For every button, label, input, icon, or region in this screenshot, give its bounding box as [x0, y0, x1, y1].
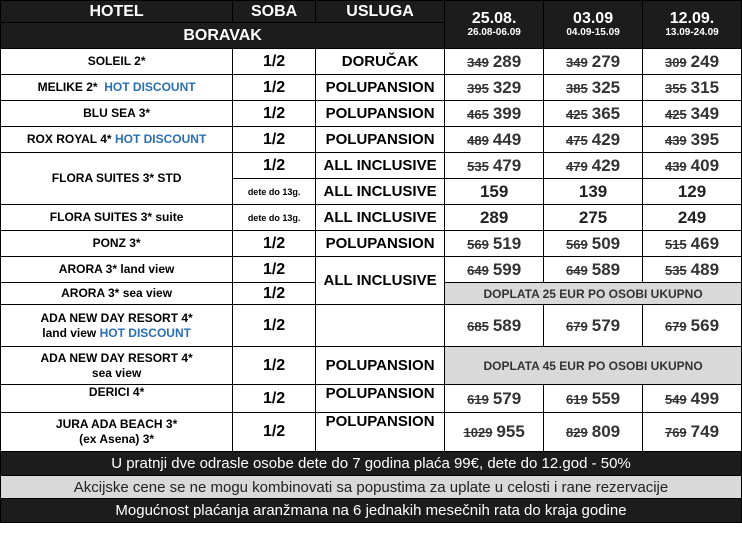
- price-cell: [445, 413, 544, 452]
- new-price: 289: [492, 51, 522, 71]
- period-3-range: 13.09-24.09: [665, 26, 719, 38]
- price-cell: [544, 305, 643, 347]
- old-price: 649: [566, 262, 588, 278]
- price-cell: [445, 153, 544, 179]
- service-type: ALL INCLUSIVE: [315, 205, 444, 231]
- new-price: 749: [690, 422, 720, 441]
- old-price: 619: [467, 391, 489, 407]
- new-price: 399: [492, 103, 522, 123]
- room-type: 1/2: [233, 283, 316, 305]
- hotel-name: BLU SEA 3*: [1, 101, 233, 127]
- hotel-name: ARORA 3* land view: [1, 257, 233, 283]
- room-type-child: dete do 13g.: [233, 205, 316, 231]
- table-row: [1, 205, 742, 231]
- new-price: 589: [492, 315, 522, 335]
- old-price: 649: [467, 262, 489, 278]
- price-cell: [544, 101, 643, 127]
- price-cell: [445, 305, 544, 347]
- hotel-name: PONZ 3*: [1, 231, 233, 257]
- old-price: 769: [664, 425, 687, 440]
- hotel-name-line1: ADA NEW DAY RESORT 4*: [40, 350, 193, 365]
- old-price: 619: [566, 391, 588, 407]
- old-price: 679: [566, 318, 588, 334]
- price-cell: 129: [643, 179, 742, 205]
- new-price: 249: [690, 51, 720, 71]
- hotel-name-line1: ADA NEW DAY RESORT 4*: [40, 310, 193, 325]
- old-price: 395: [467, 80, 489, 96]
- new-price: 329: [492, 77, 522, 97]
- hotel-name-line2: (ex Asena) 3*: [79, 432, 155, 446]
- table-row: [1, 347, 742, 385]
- table-row: [1, 257, 742, 283]
- period-2-header: [544, 1, 643, 49]
- period-1-range: 26.08-06.09: [467, 26, 521, 38]
- new-price: 599: [492, 259, 522, 279]
- price-cell: [643, 257, 742, 283]
- hotel-name: FLORA SUITES 3* suite: [1, 205, 233, 231]
- price-cell: [544, 75, 643, 101]
- service-type: ALL INCLUSIVE: [315, 179, 444, 205]
- room-type-child: dete do 13g.: [233, 179, 316, 205]
- new-price: 429: [591, 129, 621, 149]
- price-cell: 249: [643, 205, 742, 231]
- price-cell: 139: [544, 179, 643, 205]
- footer-child-note: U pratnji dve odrasle osobe dete do 7 godina plaća 99€, dete do 12.god - 50%: [1, 452, 742, 476]
- price-cell: 159: [445, 179, 544, 205]
- hotel-name-line1: JURA ADA BEACH 3*: [55, 417, 178, 431]
- price-cell: [445, 75, 544, 101]
- service-type: POLUPANSION: [315, 231, 444, 257]
- old-price: 385: [566, 80, 588, 96]
- room-type: 1/2: [233, 49, 316, 75]
- price-cell: [544, 413, 643, 452]
- price-cell: 289: [445, 205, 544, 231]
- new-price: 365: [591, 103, 621, 123]
- new-price: 955: [496, 422, 525, 441]
- price-cell: [643, 413, 742, 452]
- hot-discount-label: HOT DISCOUNT: [99, 325, 191, 340]
- new-price: 449: [492, 129, 522, 149]
- hotel-name: SOLEIL 2*: [1, 49, 233, 75]
- old-price: 349: [566, 54, 588, 70]
- table-row: [1, 75, 742, 101]
- price-cell: [643, 127, 742, 153]
- price-cell: [643, 153, 742, 179]
- room-type: 1/2: [233, 413, 316, 452]
- new-price: 409: [690, 155, 720, 175]
- price-cell: [544, 385, 643, 413]
- table-row: [1, 385, 742, 413]
- service-type: ALL INCLUSIVE: [315, 153, 444, 179]
- new-price: 519: [492, 233, 522, 253]
- header-hotel: HOTEL: [1, 1, 233, 23]
- price-cell: 275: [544, 205, 643, 231]
- price-cell: [445, 231, 544, 257]
- room-type: 1/2: [233, 101, 316, 127]
- footer-row: [1, 452, 742, 476]
- new-price: 479: [492, 155, 522, 175]
- price-cell: [445, 385, 544, 413]
- hotel-name: [1, 347, 233, 385]
- old-price: 1029: [463, 425, 493, 440]
- new-price: 589: [591, 259, 621, 279]
- table-row: [1, 101, 742, 127]
- service-type: POLUPANSION: [315, 385, 444, 413]
- hotel-name: [1, 305, 233, 347]
- hotel-name: [1, 127, 233, 153]
- footer-discount-note: Akcijske cene se ne mogu kombinovati sa popustima za uplate u celosti i rane rezervacije: [1, 476, 742, 499]
- new-price: 315: [690, 77, 720, 97]
- price-cell: [544, 49, 643, 75]
- old-price: 349: [467, 54, 489, 70]
- price-cell: [544, 231, 643, 257]
- new-price: 325: [591, 77, 621, 97]
- price-cell: [445, 127, 544, 153]
- old-price: 475: [566, 132, 588, 148]
- new-price: 499: [690, 388, 720, 408]
- old-price: 355: [664, 80, 687, 96]
- new-price: 349: [690, 103, 720, 123]
- new-price: 559: [591, 388, 621, 408]
- table-row: [1, 413, 742, 452]
- new-price: 579: [591, 315, 621, 335]
- new-price: 469: [690, 233, 720, 253]
- room-type: 1/2: [233, 257, 316, 283]
- service-type: POLUPANSION: [315, 347, 444, 385]
- service-type: POLUPANSION: [315, 127, 444, 153]
- hotel-name: [1, 75, 233, 101]
- price-cell: [544, 257, 643, 283]
- surcharge-note: DOPLATA 45 EUR PO OSOBI UKUPNO: [445, 347, 742, 385]
- hotel-name: DERICI 4*: [1, 385, 233, 413]
- old-price: 425: [664, 106, 687, 122]
- new-price: 429: [591, 155, 621, 175]
- header-row: [1, 1, 742, 23]
- old-price: 685: [467, 318, 489, 334]
- period-3-header: [643, 1, 742, 49]
- hotel-name-line2: land view: [42, 325, 97, 340]
- price-cell: [544, 153, 643, 179]
- period-3-label: 12.09.: [669, 9, 715, 27]
- old-price: 489: [467, 132, 489, 148]
- price-cell: [544, 127, 643, 153]
- old-price: 569: [467, 236, 489, 252]
- service-type: DORUČAK: [315, 49, 444, 75]
- hotel-name-line2: sea view: [91, 365, 142, 380]
- old-price: 439: [664, 158, 687, 174]
- hotel-name: FLORA SUITES 3* STD: [1, 153, 233, 205]
- hotel-name-text: ROX ROYAL 4*: [26, 132, 112, 146]
- surcharge-note: DOPLATA 25 EUR PO OSOBI UKUPNO: [445, 283, 742, 305]
- room-type: 1/2: [233, 153, 316, 179]
- room-type: 1/2: [233, 385, 316, 413]
- old-price: 535: [467, 158, 489, 174]
- room-type: 1/2: [233, 347, 316, 385]
- new-price: 489: [690, 259, 720, 279]
- new-price: 279: [591, 51, 621, 71]
- new-price: 395: [690, 129, 720, 149]
- price-cell: [643, 101, 742, 127]
- price-cell: [643, 385, 742, 413]
- new-price: 579: [492, 388, 522, 408]
- footer-row: [1, 499, 742, 523]
- new-price: 569: [690, 315, 720, 335]
- old-price: 549: [664, 391, 687, 407]
- period-1-label: 25.08.: [471, 9, 517, 27]
- room-type: 1/2: [233, 231, 316, 257]
- room-type: 1/2: [233, 305, 316, 347]
- hotel-name: ARORA 3* sea view: [1, 283, 233, 305]
- hotel-name-text: MELIKE 2*: [37, 80, 98, 94]
- boravak-label: BORAVAK: [1, 23, 445, 49]
- service-type: POLUPANSION: [315, 75, 444, 101]
- table-row: [1, 305, 742, 347]
- period-1-header: [445, 1, 544, 49]
- old-price: 425: [566, 106, 588, 122]
- old-price: 439: [664, 132, 687, 148]
- price-cell: [445, 257, 544, 283]
- price-cell: [643, 49, 742, 75]
- new-price: 809: [591, 422, 621, 441]
- period-2-range: 04.09-15.09: [566, 26, 620, 38]
- price-cell: [643, 231, 742, 257]
- old-price: 829: [566, 425, 588, 440]
- footer-row: [1, 476, 742, 499]
- service-type: ALL INCLUSIVE: [315, 257, 444, 305]
- table-row: [1, 49, 742, 75]
- price-cell: [445, 101, 544, 127]
- table-row: [1, 127, 742, 153]
- hot-discount-label: HOT DISCOUNT: [104, 80, 196, 94]
- hot-discount-label: HOT DISCOUNT: [114, 132, 207, 146]
- old-price: 569: [566, 236, 588, 252]
- header-usluga: USLUGA: [315, 1, 444, 23]
- footer-installment-note: Mogućnost plaćanja aranžmana na 6 jednakih mesečnih rata do kraja godine: [1, 499, 742, 523]
- price-cell: [643, 305, 742, 347]
- room-type: 1/2: [233, 75, 316, 101]
- room-type: 1/2: [233, 127, 316, 153]
- service-type: POLUPANSION: [315, 101, 444, 127]
- period-2-label: 03.09: [573, 9, 614, 27]
- service-type-empty: [315, 305, 444, 347]
- table-row: [1, 231, 742, 257]
- old-price: 515: [664, 236, 687, 252]
- service-type: POLUPANSION: [315, 413, 444, 452]
- old-price: 535: [664, 262, 687, 278]
- header-soba: SOBA: [233, 1, 316, 23]
- old-price: 679: [664, 318, 687, 334]
- price-cell: [643, 75, 742, 101]
- old-price: 465: [467, 106, 489, 122]
- old-price: 479: [566, 158, 588, 174]
- table-row: [1, 153, 742, 179]
- price-cell: [445, 49, 544, 75]
- new-price: 509: [591, 233, 621, 253]
- old-price: 309: [664, 54, 687, 70]
- hotel-name: [1, 413, 233, 452]
